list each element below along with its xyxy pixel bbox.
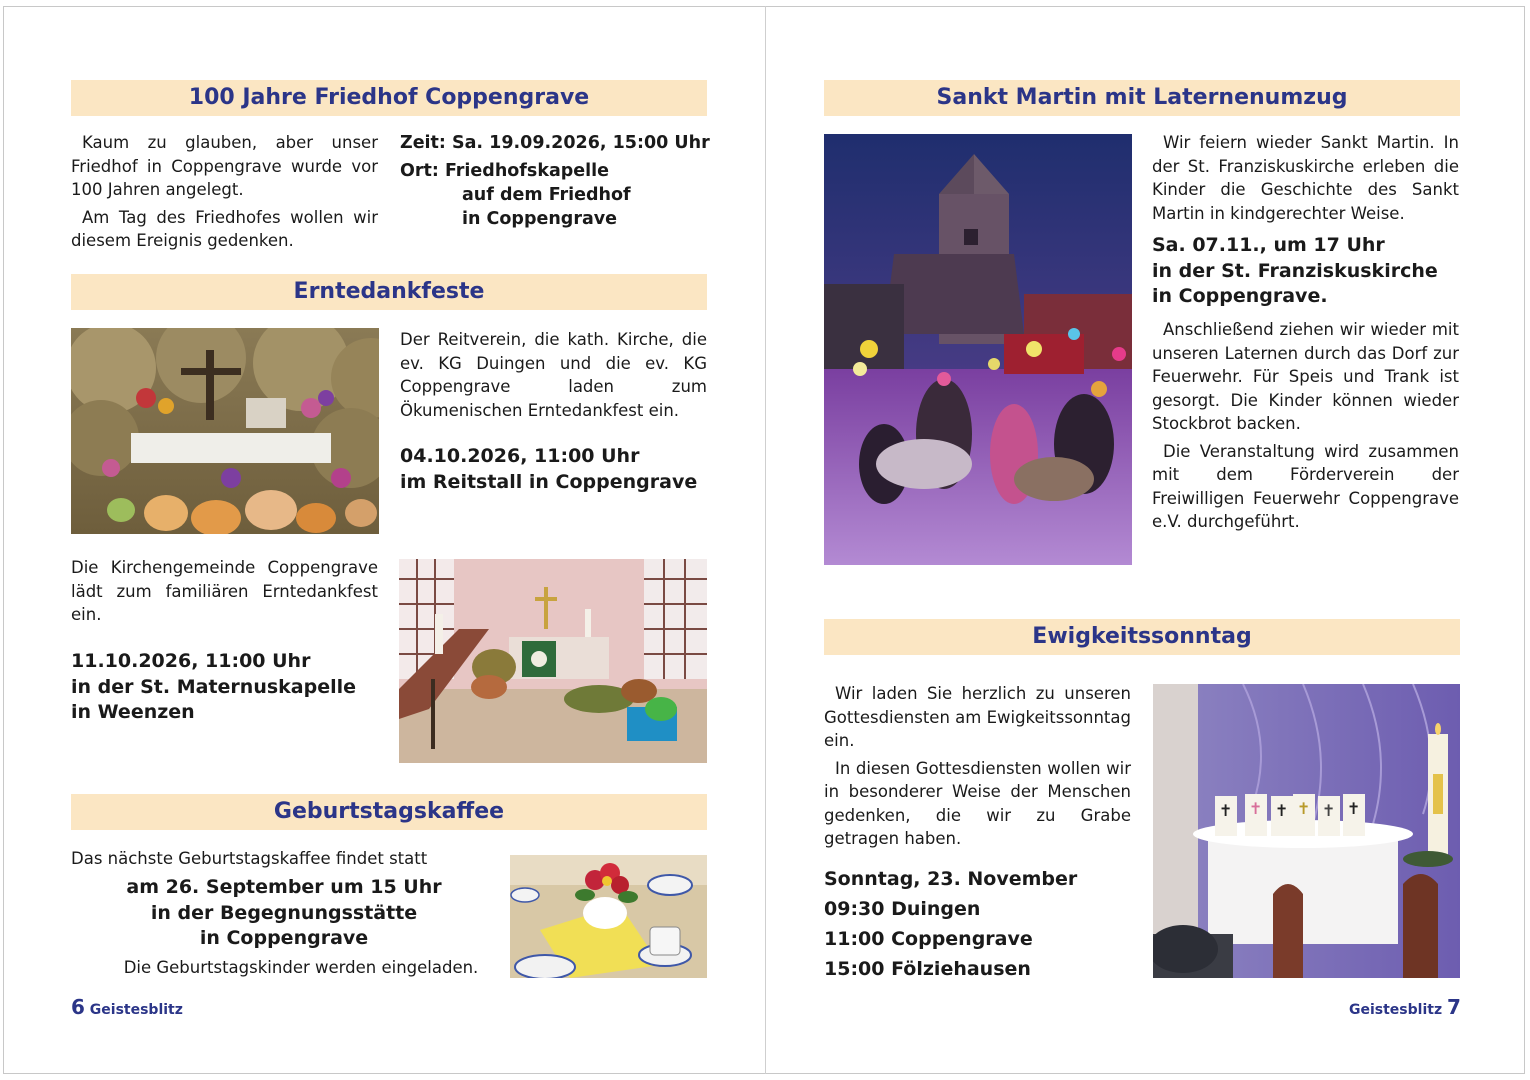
erntedank-text-2	[71, 556, 378, 631]
footer-left	[71, 995, 183, 1019]
erntedank-date-1-line1: 04.10.2026, 11:00 Uhr	[400, 445, 640, 467]
ewigkeit-schedule	[824, 864, 1144, 984]
martin-date	[1152, 233, 1472, 310]
martin-date-line1: Sa. 07.11., um 17 Uhr	[1152, 234, 1385, 256]
heading-erntedank: Erntedankfeste	[71, 274, 707, 310]
heading-ewigkeit: Ewigkeitssonntag	[824, 619, 1460, 655]
erntedank-paragraph-2: Die Kirchengemeinde Coppengrave lädt zum familiären Erntedankfest ein.	[71, 558, 378, 624]
ewigkeit-text	[824, 682, 1131, 855]
svg-text:✝: ✝	[1219, 801, 1233, 820]
svg-text:✝: ✝	[1297, 799, 1311, 818]
ewigkeit-paragraph-1: Wir laden Sie herzlich zu unseren Gottesdiensten am Ewigkeitssonntag ein.	[824, 684, 1131, 750]
martin-text-2	[1152, 318, 1459, 538]
martin-paragraph-2: Anschließend ziehen wir wieder mit unseren Laternen durch das Dorf zur Feuerwehr. Für Speis und Trank ist gesorgt. Die Kinder können wieder Stockbrot backen.	[1152, 320, 1459, 433]
heading-friedhof: 100 Jahre Friedhof Coppengrave	[71, 80, 707, 116]
footer-right	[1349, 995, 1461, 1019]
svg-text:✝: ✝	[1275, 801, 1289, 820]
friedhof-paragraph-1: Kaum zu glauben, aber unser Friedhof in Coppengrave wurde vor 100 Jahren angelegt.	[71, 133, 378, 199]
geburtstag-line1: am 26. September um 15 Uhr	[126, 876, 442, 898]
erntedank-date-1-line2: im Reitstall in Coppengrave	[400, 470, 698, 493]
erntedank-date-2-line1: 11.10.2026, 11:00 Uhr	[71, 650, 311, 672]
harvest-altar-photo	[71, 328, 379, 534]
magazine-name-left: Geistesblitz	[89, 1002, 183, 1018]
erntedank-date-1	[400, 444, 720, 495]
friedhof-paragraph-2: Am Tag des Friedhofes wollen wir diesem Ereignis gedenken.	[71, 207, 378, 250]
geburtstag-line2: in der Begegnungsstätte	[150, 901, 418, 924]
martin-paragraph-3: Die Veranstaltung wird zusammen mit dem Förderverein der Freiwilligen Feuerwehr Coppengrave e.V. durchgeführt.	[1152, 441, 1459, 531]
geburtstag-intro: Das nächste Geburtstagskaffee findet statt	[71, 849, 428, 868]
heading-martin: Sankt Martin mit Laternenumzug	[824, 80, 1460, 116]
friedhof-text	[71, 131, 378, 257]
ewigkeit-date: Sonntag, 23. November	[824, 868, 1078, 890]
erntedank-date-2-line3: in Weenzen	[71, 701, 195, 723]
martin-text-1	[1152, 131, 1459, 229]
martin-date-line3: in Coppengrave.	[1152, 285, 1328, 307]
svg-text:✝: ✝	[1322, 801, 1336, 820]
coffee-table-photo	[510, 855, 707, 978]
memorial-candles-photo	[1153, 684, 1460, 978]
ewigkeit-paragraph-2: In diesen Gottesdiensten wollen wir in besonderer Weise der Menschen gedenken, die wir zu Grabe getragen haben.	[824, 758, 1131, 848]
friedhof-ort-line3: in Coppengrave	[462, 209, 618, 229]
chapel-altar-photo	[399, 559, 707, 763]
svg-text:✝: ✝	[1249, 799, 1263, 818]
friedhof-zeit: Zeit: Sa. 19.09.2026, 15:00 Uhr	[400, 133, 710, 153]
page-number-left: 6	[71, 995, 85, 1019]
martin-paragraph-1: Wir feiern wieder Sankt Martin. In der St. Franziskuskirche erleben die Kinder die Geschichte des Sankt Martin in kindgerechter Weise.	[1152, 133, 1459, 223]
page-number-right: 7	[1446, 995, 1461, 1019]
erntedank-paragraph-1: Der Reitverein, die kath. Kirche, die ev. KG Duingen und die ev. KG Coppengrave laden zum Ökumenischen Erntedankfest ein.	[400, 330, 707, 420]
geburtstag-invite: Die Geburtstagskinder werden eingeladen.	[123, 958, 479, 977]
heading-geburtstag: Geburtstagskaffee	[71, 794, 707, 830]
geburtstag-details	[71, 875, 497, 952]
ewigkeit-service-coppengrave: 11:00 Coppengrave	[824, 928, 1033, 950]
erntedank-text-1	[400, 328, 707, 426]
lantern-parade-photo	[824, 134, 1132, 565]
erntedank-date-2	[71, 649, 391, 726]
martin-date-line2: in der St. Franziskuskirche	[1152, 259, 1438, 282]
erntedank-date-2-line2: in der St. Maternuskapelle	[71, 675, 357, 698]
ewigkeit-service-foelziehausen: 15:00 Fölziehausen	[824, 958, 1031, 980]
friedhof-ort: Ort: Friedhofskapelle	[400, 161, 610, 181]
geburtstag-line3: in Coppengrave	[199, 927, 369, 949]
page-fold-divider	[765, 6, 766, 1074]
ewigkeit-service-duingen: 09:30 Duingen	[824, 898, 981, 920]
magazine-name-right: Geistesblitz	[1349, 1002, 1443, 1018]
svg-text:✝: ✝	[1347, 799, 1361, 818]
friedhof-ort-line2: auf dem Friedhof	[462, 185, 631, 205]
friedhof-details	[400, 131, 710, 231]
